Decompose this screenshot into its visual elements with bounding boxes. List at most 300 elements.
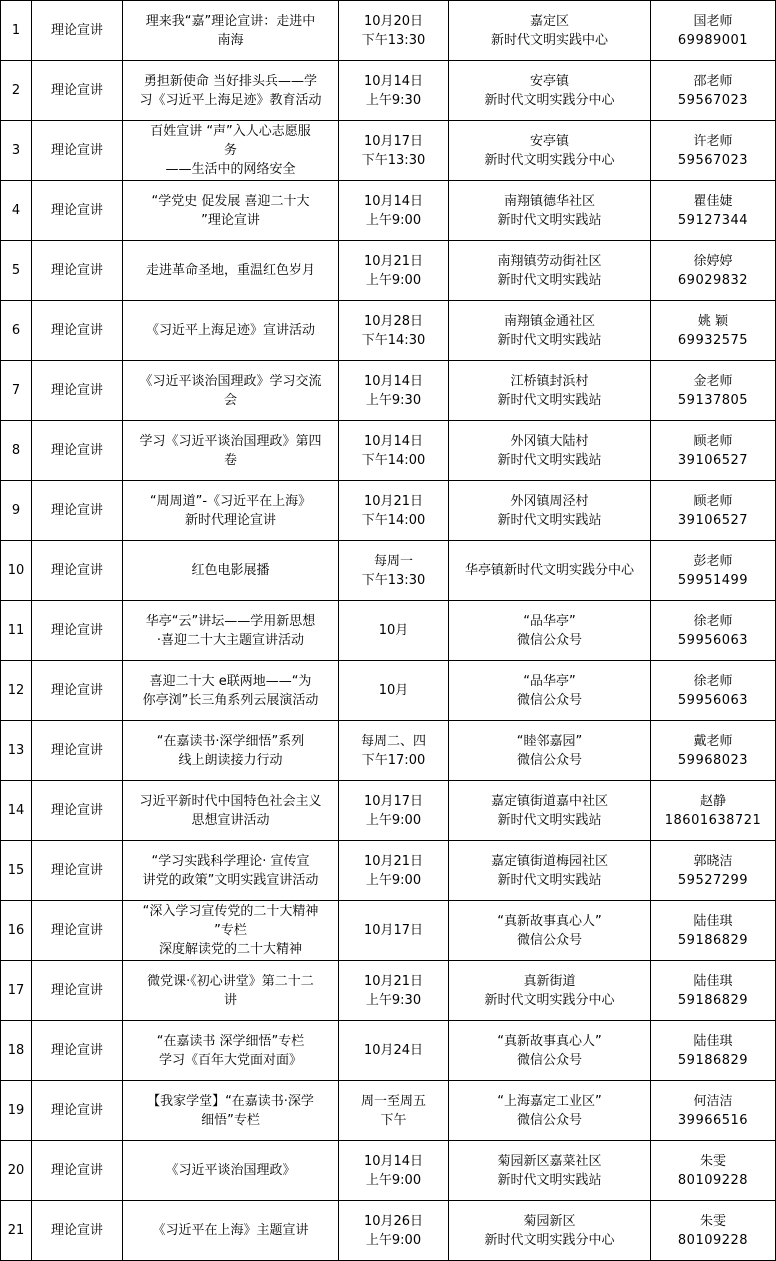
contact-line: 徐老师 xyxy=(693,673,733,689)
contact-line: 59137805 xyxy=(677,392,749,408)
activity-time-cell xyxy=(339,1141,449,1201)
title-line: ·喜迎二十大主题宣讲活动 xyxy=(156,632,305,648)
place-line: 新时代文明实践站 xyxy=(497,812,602,828)
activity-place-cell xyxy=(449,541,651,601)
title-line: 线上朗读接力行动 xyxy=(178,752,283,768)
contact-line: 陆佳琪 xyxy=(693,1033,733,1049)
title-line: 会 xyxy=(223,392,237,408)
contact-line: 69029832 xyxy=(677,272,749,288)
title-line: 《习近平在上海》主题宣讲 xyxy=(152,1223,309,1238)
contact-line: 徐老师 xyxy=(693,613,733,629)
title-line: 勇担新使命 当好排头兵——学 xyxy=(143,73,318,89)
table-row xyxy=(1,1,776,61)
activity-time-cell xyxy=(339,541,449,601)
activity-title-cell xyxy=(123,61,339,121)
time-line: 10月14日 xyxy=(363,73,424,89)
row-number-cell: 19 xyxy=(1,1081,32,1141)
time-line: 10月21日 xyxy=(363,493,424,509)
row-number-cell: 5 xyxy=(1,241,32,301)
time-line: 周一至周五 xyxy=(360,1093,426,1109)
contact-cell xyxy=(651,421,776,481)
activity-title-cell xyxy=(123,1021,339,1081)
contact-line: 朱雯 xyxy=(699,1213,726,1229)
row-number-cell: 14 xyxy=(1,781,32,841)
time-line: 每周一 xyxy=(373,553,413,569)
contact-line: 39106527 xyxy=(677,452,749,468)
table-row xyxy=(1,661,776,721)
activity-place-cell xyxy=(449,481,651,541)
time-line: 10月21日 xyxy=(363,973,424,989)
title-line: 走进革命圣地，重温红色岁月 xyxy=(145,263,315,278)
time-line: 下午14:00 xyxy=(361,452,426,468)
time-line: 10月24日 xyxy=(363,1043,424,1058)
title-line: 《习近平谈治国理政》 xyxy=(165,1163,296,1178)
time-line: 下午14:30 xyxy=(361,332,426,348)
table-row xyxy=(1,1141,776,1201)
place-line: “品华亭” xyxy=(523,613,576,629)
time-line: 每周二、四 xyxy=(360,733,426,749)
category-cell: 理论宣讲 xyxy=(32,721,123,781)
title-line: “学党史 促发展 喜迎二十大 xyxy=(151,193,310,209)
title-line: “在嘉读书·深学细悟”系列 xyxy=(156,733,305,749)
place-line: 南翔镇金通社区 xyxy=(503,313,595,329)
table-row xyxy=(1,1081,776,1141)
activity-title-cell xyxy=(123,661,339,721)
activity-title-cell xyxy=(123,241,339,301)
activity-place-cell xyxy=(449,1141,651,1201)
category-cell: 理论宣讲 xyxy=(32,1141,123,1201)
contact-line: 80109228 xyxy=(677,1172,749,1188)
title-line: 深度解读党的二十大精神 xyxy=(158,942,302,957)
table-row xyxy=(1,241,776,301)
place-line: “品华亭” xyxy=(523,673,576,689)
row-number-cell: 12 xyxy=(1,661,32,721)
title-line: 务 xyxy=(223,143,237,158)
table-row xyxy=(1,1021,776,1081)
time-line: 下午13:30 xyxy=(361,152,426,168)
contact-line: 瞿佳婕 xyxy=(693,193,733,209)
category-cell: 理论宣讲 xyxy=(32,841,123,901)
contact-line: 顾老师 xyxy=(693,493,733,509)
activity-place-cell xyxy=(449,181,651,241)
contact-cell xyxy=(651,1,776,61)
contact-line: 59127344 xyxy=(677,212,749,228)
activity-table-body xyxy=(1,1,776,1261)
table-row xyxy=(1,721,776,781)
row-number-cell: 16 xyxy=(1,901,32,961)
category-cell: 理论宣讲 xyxy=(32,1081,123,1141)
category-cell: 理论宣讲 xyxy=(32,901,123,961)
row-number-cell: 3 xyxy=(1,121,32,181)
contact-line: 许老师 xyxy=(693,133,733,149)
table-row xyxy=(1,961,776,1021)
time-line: 下午13:30 xyxy=(361,32,426,48)
activity-title-cell xyxy=(123,1201,339,1261)
contact-line: 69989001 xyxy=(677,32,749,48)
contact-line: 59956063 xyxy=(677,632,749,648)
activity-time-cell xyxy=(339,661,449,721)
table-row xyxy=(1,361,776,421)
activity-title-cell xyxy=(123,1141,339,1201)
activity-place-cell xyxy=(449,901,651,961)
row-number-cell: 10 xyxy=(1,541,32,601)
place-line: 新时代文明实践站 xyxy=(497,332,602,348)
time-line: 10月26日 xyxy=(363,1213,424,1229)
time-line: 上午9:30 xyxy=(365,392,422,408)
category-cell: 理论宣讲 xyxy=(32,781,123,841)
table-row xyxy=(1,181,776,241)
activity-title-cell xyxy=(123,481,339,541)
place-line: 江桥镇封浜村 xyxy=(510,373,589,389)
activity-time-cell xyxy=(339,901,449,961)
time-line: 上午9:00 xyxy=(365,812,422,828)
activity-title-cell xyxy=(123,841,339,901)
contact-line: 59527299 xyxy=(677,872,749,888)
title-line: 《习近平上海足迹》宣讲活动 xyxy=(145,323,315,338)
row-number-cell: 9 xyxy=(1,481,32,541)
contact-line: 朱雯 xyxy=(699,1153,726,1169)
time-line: 10月14日 xyxy=(363,433,424,449)
table-row xyxy=(1,901,776,961)
activity-title-cell xyxy=(123,541,339,601)
contact-line: 顾老师 xyxy=(693,433,733,449)
contact-cell xyxy=(651,1021,776,1081)
activity-time-cell xyxy=(339,301,449,361)
activity-time-cell xyxy=(339,181,449,241)
activity-place-cell xyxy=(449,781,651,841)
contact-line: 59186829 xyxy=(677,1052,749,1068)
activity-title-cell xyxy=(123,181,339,241)
contact-cell xyxy=(651,661,776,721)
category-cell: 理论宣讲 xyxy=(32,961,123,1021)
time-line: 上午9:00 xyxy=(365,872,422,888)
title-line: 《习近平谈治国理政》学习交流 xyxy=(139,373,322,389)
place-line: 新时代文明实践分中心 xyxy=(484,1232,615,1248)
contact-line: 59567023 xyxy=(677,92,749,108)
activity-place-cell xyxy=(449,1021,651,1081)
place-line: 嘉定区 xyxy=(529,13,569,29)
row-number-cell: 15 xyxy=(1,841,32,901)
contact-cell xyxy=(651,901,776,961)
title-line: 喜迎二十大 e联两地——“为 xyxy=(149,673,312,689)
contact-cell xyxy=(651,481,776,541)
activity-time-cell xyxy=(339,481,449,541)
title-line: “在嘉读书 深学细悟”专栏 xyxy=(156,1033,305,1049)
time-line: 上午9:00 xyxy=(365,272,422,288)
title-line: 理来我“嘉”理论宣讲：走进中 xyxy=(145,13,316,29)
activity-place-cell xyxy=(449,601,651,661)
title-line: 【我家学堂】“在嘉读书·深学 xyxy=(147,1093,314,1109)
activity-place-cell xyxy=(449,361,651,421)
time-line: 10月14日 xyxy=(363,193,424,209)
contact-cell xyxy=(651,181,776,241)
place-line: “睦邻嘉园” xyxy=(516,733,583,749)
category-cell: 理论宣讲 xyxy=(32,301,123,361)
contact-cell xyxy=(651,841,776,901)
category-cell: 理论宣讲 xyxy=(32,601,123,661)
contact-cell xyxy=(651,601,776,661)
place-line: 新时代文明实践站 xyxy=(497,212,602,228)
place-line: 嘉定镇街道嘉中社区 xyxy=(490,793,608,809)
category-cell: 理论宣讲 xyxy=(32,181,123,241)
place-line: 南翔镇德华社区 xyxy=(503,193,595,209)
activity-title-cell xyxy=(123,601,339,661)
contact-cell xyxy=(651,1141,776,1201)
activity-title-cell xyxy=(123,421,339,481)
activity-time-cell xyxy=(339,961,449,1021)
contact-cell xyxy=(651,61,776,121)
table-row xyxy=(1,781,776,841)
contact-line: 赵静 xyxy=(699,793,726,809)
place-line: 新时代文明实践中心 xyxy=(490,32,608,48)
table-row xyxy=(1,481,776,541)
row-number-cell: 4 xyxy=(1,181,32,241)
activity-title-cell xyxy=(123,121,339,181)
time-line: 下午 xyxy=(380,1112,407,1128)
activity-time-cell xyxy=(339,1081,449,1141)
place-line: 新时代文明实践站 xyxy=(497,452,602,468)
contact-cell xyxy=(651,361,776,421)
time-line: 上午9:00 xyxy=(365,1232,422,1248)
category-cell: 理论宣讲 xyxy=(32,361,123,421)
place-line: 嘉定镇街道梅园社区 xyxy=(490,853,608,869)
category-cell: 理论宣讲 xyxy=(32,1,123,61)
place-line: 微信公众号 xyxy=(516,1052,582,1068)
time-line: 10月 xyxy=(378,623,409,638)
title-line: 百姓宣讲 “声”入人心志愿服 xyxy=(150,124,311,139)
title-line: 南海 xyxy=(217,32,244,48)
title-line: 红色电影展播 xyxy=(191,563,270,578)
activity-time-cell xyxy=(339,241,449,301)
contact-cell xyxy=(651,961,776,1021)
table-row xyxy=(1,1201,776,1261)
place-line: 新时代文明实践分中心 xyxy=(484,152,615,168)
activity-title-cell xyxy=(123,721,339,781)
category-cell: 理论宣讲 xyxy=(32,241,123,301)
contact-line: 59951499 xyxy=(677,572,749,588)
category-cell: 理论宣讲 xyxy=(32,61,123,121)
place-line: 菊园新区 xyxy=(523,1213,576,1229)
place-line: 微信公众号 xyxy=(516,1112,582,1128)
time-line: 下午13:30 xyxy=(361,572,426,588)
table-row xyxy=(1,841,776,901)
contact-line: 39966516 xyxy=(677,1112,749,1128)
contact-line: 邵老师 xyxy=(693,73,733,89)
place-line: 新时代文明实践站 xyxy=(497,392,602,408)
time-line: 10月17日 xyxy=(363,133,424,149)
place-line: 微信公众号 xyxy=(516,692,582,708)
time-line: 上午9:30 xyxy=(365,92,422,108)
place-line: “真新故事真心人” xyxy=(497,1033,602,1049)
contact-line: 陆佳琪 xyxy=(693,913,733,929)
contact-line: 何洁洁 xyxy=(693,1093,733,1109)
title-line: 细悟”专栏 xyxy=(201,1112,260,1128)
time-line: 上午9:00 xyxy=(365,1172,422,1188)
title-line: 习近平新时代中国特色社会主义 xyxy=(139,793,322,809)
contact-line: 18601638721 xyxy=(664,812,762,828)
time-line: 10月 xyxy=(378,683,409,698)
contact-line: 59186829 xyxy=(677,992,749,1008)
title-line: “学习实践科学理论· 宣传宣 xyxy=(151,853,310,869)
place-line: 微信公众号 xyxy=(516,752,582,768)
contact-line: 戴老师 xyxy=(693,733,733,749)
row-number-cell: 18 xyxy=(1,1021,32,1081)
place-line: 新时代文明实践分中心 xyxy=(484,992,615,1008)
activity-place-cell xyxy=(449,1201,651,1261)
activity-time-cell xyxy=(339,1,449,61)
time-line: 10月14日 xyxy=(363,373,424,389)
title-line: 学习《习近平谈治国理政》第四 xyxy=(139,433,322,449)
time-line: 10月17日 xyxy=(363,793,424,809)
category-cell: 理论宣讲 xyxy=(32,121,123,181)
contact-line: 姚 颖 xyxy=(697,313,729,329)
place-line: 新时代文明实践分中心 xyxy=(484,92,615,108)
place-line: 新时代文明实践站 xyxy=(497,512,602,528)
activity-time-cell xyxy=(339,1201,449,1261)
row-number-cell: 11 xyxy=(1,601,32,661)
row-number-cell: 2 xyxy=(1,61,32,121)
row-number-cell: 21 xyxy=(1,1201,32,1261)
time-line: 10月14日 xyxy=(363,1153,424,1169)
contact-line: 69932575 xyxy=(677,332,749,348)
activity-time-cell xyxy=(339,841,449,901)
contact-line: 彭老师 xyxy=(693,553,733,569)
contact-cell xyxy=(651,301,776,361)
contact-cell xyxy=(651,241,776,301)
contact-line: 郭晓洁 xyxy=(693,853,733,869)
place-line: 安亭镇 xyxy=(529,73,569,89)
contact-line: 59968023 xyxy=(677,752,749,768)
activity-title-cell xyxy=(123,781,339,841)
contact-line: 陆佳琪 xyxy=(693,973,733,989)
place-line: 真新街道 xyxy=(523,973,576,989)
activity-place-cell xyxy=(449,301,651,361)
title-line: 卷 xyxy=(223,452,237,468)
contact-line: 国老师 xyxy=(693,13,733,29)
title-line: “深入学习宣传党的二十大精神 xyxy=(142,904,319,919)
contact-line: 59186829 xyxy=(677,932,749,948)
place-line: 新时代文明实践站 xyxy=(497,1172,602,1188)
activity-place-cell xyxy=(449,841,651,901)
row-number-cell: 1 xyxy=(1,1,32,61)
activity-time-cell xyxy=(339,361,449,421)
title-line: ”理论宣讲 xyxy=(201,212,260,228)
title-line: 讲 xyxy=(223,992,237,1008)
activity-time-cell xyxy=(339,421,449,481)
activity-time-cell xyxy=(339,781,449,841)
activity-place-cell xyxy=(449,241,651,301)
activity-place-cell xyxy=(449,961,651,1021)
category-cell: 理论宣讲 xyxy=(32,1201,123,1261)
time-line: 下午17:00 xyxy=(361,752,426,768)
title-line: 学习《百年大党面对面》 xyxy=(158,1052,302,1068)
place-line: 南翔镇劳动街社区 xyxy=(497,253,602,269)
place-line: “上海嘉定工业区” xyxy=(497,1093,602,1109)
title-line: 思想宣讲活动 xyxy=(191,812,270,828)
time-line: 10月21日 xyxy=(363,853,424,869)
table-row xyxy=(1,121,776,181)
activity-title-cell xyxy=(123,1081,339,1141)
activity-place-cell xyxy=(449,1,651,61)
activity-place-cell xyxy=(449,121,651,181)
contact-line: 39106527 xyxy=(677,512,749,528)
place-line: 微信公众号 xyxy=(516,932,582,948)
activity-place-cell xyxy=(449,61,651,121)
activity-time-cell xyxy=(339,601,449,661)
table-row xyxy=(1,541,776,601)
activity-title-cell xyxy=(123,361,339,421)
place-line: 外冈镇周泾村 xyxy=(510,493,589,509)
title-line: 讲党的政策”文明实践宣讲活动 xyxy=(142,872,319,888)
title-line: 华亭“云”讲坛——学用新思想 xyxy=(145,613,316,629)
row-number-cell: 6 xyxy=(1,301,32,361)
activity-title-cell xyxy=(123,301,339,361)
row-number-cell: 13 xyxy=(1,721,32,781)
category-cell: 理论宣讲 xyxy=(32,541,123,601)
contact-line: 金老师 xyxy=(693,373,733,389)
title-line: ”专栏 xyxy=(214,923,247,938)
place-line: “真新故事真心人” xyxy=(497,913,602,929)
time-line: 10月17日 xyxy=(363,923,424,938)
contact-line: 59567023 xyxy=(677,152,749,168)
table-row xyxy=(1,601,776,661)
row-number-cell: 8 xyxy=(1,421,32,481)
title-line: 新时代理论宣讲 xyxy=(184,512,276,528)
category-cell: 理论宣讲 xyxy=(32,661,123,721)
title-line: 习《习近平上海足迹》教育活动 xyxy=(139,92,322,108)
activity-title-cell xyxy=(123,1,339,61)
place-line: 微信公众号 xyxy=(516,632,582,648)
contact-cell xyxy=(651,721,776,781)
place-line: 新时代文明实践站 xyxy=(497,272,602,288)
place-line: 华亭镇新时代文明实践分中心 xyxy=(464,563,634,578)
time-line: 10月28日 xyxy=(363,313,424,329)
time-line: 10月21日 xyxy=(363,253,424,269)
activity-title-cell xyxy=(123,961,339,1021)
time-line: 10月20日 xyxy=(363,13,424,29)
place-line: 新时代文明实践站 xyxy=(497,872,602,888)
row-number-cell: 20 xyxy=(1,1141,32,1201)
table-row xyxy=(1,421,776,481)
title-line: 微党课·《初心讲堂》第二十二 xyxy=(147,973,314,989)
contact-line: 徐婷婷 xyxy=(693,253,733,269)
category-cell: 理论宣讲 xyxy=(32,421,123,481)
contact-line: 59956063 xyxy=(677,692,749,708)
place-line: 安亭镇 xyxy=(529,133,569,149)
title-line: “周周道”-《习近平在上海》 xyxy=(149,493,312,509)
contact-cell xyxy=(651,1201,776,1261)
activity-title-cell xyxy=(123,901,339,961)
title-line: ——生活中的网络安全 xyxy=(165,162,296,177)
contact-cell xyxy=(651,1081,776,1141)
contact-cell xyxy=(651,541,776,601)
activity-time-cell xyxy=(339,61,449,121)
time-line: 下午14:00 xyxy=(361,512,426,528)
row-number-cell: 17 xyxy=(1,961,32,1021)
title-line: 你亭浏”长三角系列云展演活动 xyxy=(142,692,319,708)
table-row xyxy=(1,301,776,361)
place-line: 菊园新区嘉菜社区 xyxy=(497,1153,602,1169)
contact-line: 80109228 xyxy=(677,1232,749,1248)
category-cell: 理论宣讲 xyxy=(32,1021,123,1081)
time-line: 上午9:00 xyxy=(365,212,422,228)
table-row xyxy=(1,61,776,121)
activity-time-cell xyxy=(339,121,449,181)
activity-place-cell xyxy=(449,1081,651,1141)
contact-cell xyxy=(651,121,776,181)
activity-place-cell xyxy=(449,421,651,481)
activity-place-cell xyxy=(449,661,651,721)
